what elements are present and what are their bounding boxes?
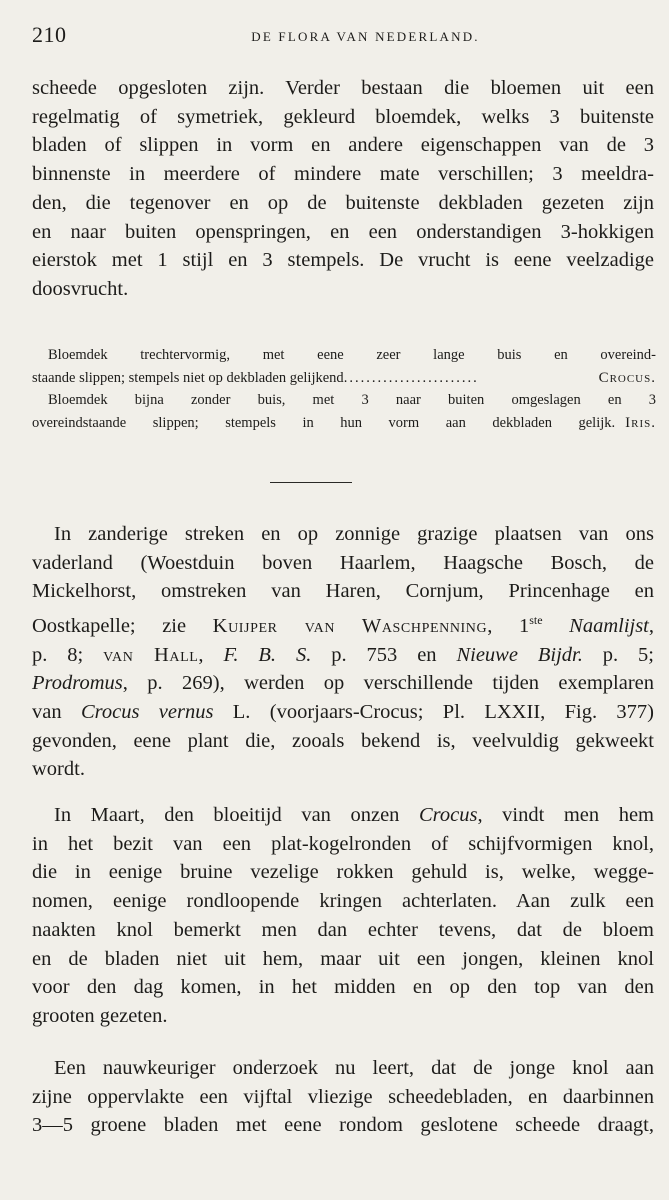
key-entry-2-line-1: Bloemdek bijna zonder buis, met 3 naar buiten omgeslagen en 3 [48,392,656,408]
text-line: die in eenige bruine vezelige rokken gehuld is, welke, wegge- [32,861,654,884]
key-entry-1-line-1: Bloemdek trechtervormig, met eene zeer lange buis en overeind- [48,347,656,363]
text-line: bladen of slippen in vorm en andere eigenschappen van de 3 [32,134,654,157]
paragraph-2 [32,520,654,784]
text-line: doosvrucht. [32,277,129,300]
text-line: en de bladen niet uit hem, maar uit een jongen, kleinen knol [32,947,654,970]
text-line: nomen, eenige rondloopende kringen achterlaten. Aan zulk een [32,890,654,913]
key-entry-2-line-2: overeindstaande slippen; stempels in hun vorm aan dekbladen gelijk. Iris. [32,412,656,435]
text-line: grooten gezeten. [32,1004,168,1027]
text-line: wordt. [32,758,85,781]
text-line: eierstok met 1 stijl en 3 stempels. De vrucht is eene veelzadige [32,249,654,272]
text-line: vaderland (Woestduin boven Haarlem, Haagsche Bosch, de [32,551,654,574]
text-line: in het bezit van een plat-kogelronden of schijfvormigen knol, [32,832,654,855]
text-line: Mickelhorst, omstreken van Haren, Cornjum, Princenhage en [32,580,654,603]
publication-title: Naamlijst [569,614,649,637]
paragraph-1 [32,74,654,304]
text-line: Een nauwkeuriger onderzoek nu leert, dat de jonge knol aan [54,1057,654,1079]
page-number: 210 [32,22,67,47]
publication-title: F. B. S. [223,643,312,666]
author-name: van Hall [103,643,199,666]
text-line: Prodromus, p. 269), werden op verschillende tijden exemplaren [32,672,654,695]
text-line: scheede opgesloten zijn. Verder bestaan die bloemen uit een [32,77,654,99]
text-line: van Crocus vernus L. (voorjaars-Crocus; Pl. LXXII, Fig. 377) [32,701,654,724]
text-line: p. 8; van Hall, F. B. S. p. 753 en Nieuwe Bijdr. p. 5; [32,643,655,666]
author-name: Kuijper van Waschpenning [212,614,488,637]
paragraph-4 [32,1054,654,1140]
text-line: In zanderige streken en op zonnige grazige plaatsen van ons [54,523,654,545]
text-line: den, die tegenover en op de buitenste dekbladen gezeten zijn [32,191,654,214]
taxon-crocus: Crocus. [598,369,656,386]
text-line: regelmatig of symetriek, gekleurd bloemdek, welks 3 buitenste [32,105,654,128]
text-line: voor den dag komen, in het midden en op den top van den [32,976,654,999]
text-line: zijne oppervlakte een vijftal vliezige scheedebladen, en daarbinnen [32,1085,654,1108]
leader-dots: ........................ [343,369,479,386]
publication-title: Nieuwe Bijdr. [456,643,583,666]
species-name: Crocus vernus [80,701,214,724]
text-line: binnenste in meerdere of mindere mate verschillen; 3 meeldra- [32,163,654,186]
key-entry-1-line-2: staande slippen; stempels niet op dekbladen gelijkend ........................ Crocus. [32,367,656,390]
section-divider [270,482,352,483]
text-line: In Maart, den bloeitijd van onzen Crocus, vindt men hem [54,804,655,826]
page-header [32,22,639,50]
publication-title: Prodromus [32,672,123,695]
text-line: gevonden, eene plant die, zooals bekend is, veelvuldig gekweekt [32,729,654,752]
identification-key [32,344,656,434]
text-line: Oostkapelle; zie Kuijper van Waschpenning, 1ste Naamlijst, [32,613,655,637]
genus-name: Crocus [419,804,478,826]
text-line: en naar buiten openspringen, en een onderstandigen 3-hokkigen [32,220,654,243]
paragraph-3 [32,801,654,1031]
taxon-iris: Iris. [625,414,656,431]
text-line: naakten knol bemerkt men dan echter tevens, dat de bloem [32,918,654,941]
running-title: DE FLORA VAN NEDERLAND. [251,29,480,44]
text-line: 3—5 groene bladen met eene rondom geslotene scheede draagt, [32,1114,654,1137]
